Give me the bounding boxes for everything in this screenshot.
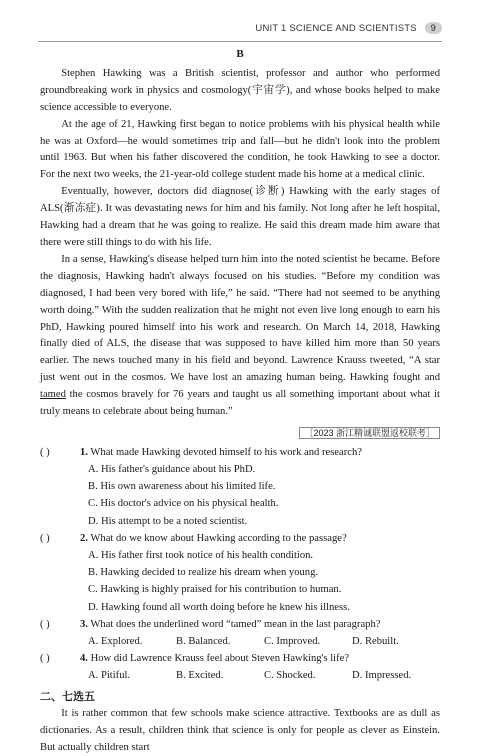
option-4b: B. Excited.	[176, 670, 224, 682]
question-text: What do we know about Hawking according to the passage?	[90, 532, 347, 544]
paragraph-4-text-a: In a sense, Hawking's disease helped turn him into the noted scientist he became. Before the diagnosis, Hawking hadn't always focused on his studies. “Before my condition was diagnosed, I had been very bored with life,” he said. “There had not seemed to be anything worth doing.” With the sudden realization that he might not even live long enough to earn his PhD, Hawking poured himself into his work and research. On March 14, 2018, Hawking finally died of ALS, the disease that was supposed to have killed him more than 50 years earlier. The news touched many in his field and beyond. Lawrence Krauss tweeted, “A star just went out in the cosmos. We have lost an amazing human being. Hawking fought and	[40, 253, 440, 384]
option-1b: B. His own awareness about his limited life.	[88, 481, 276, 493]
page-content	[40, 46, 440, 756]
question-number: 1.	[80, 446, 88, 458]
question-2	[40, 530, 440, 547]
page-header	[38, 18, 442, 38]
answer-blank[interactable]: ( )	[40, 532, 50, 544]
answer-blank[interactable]: ( )	[40, 653, 50, 665]
header-rule	[38, 41, 442, 42]
option-4d: D. Impressed.	[352, 670, 412, 682]
option-4c: C. Shocked.	[264, 670, 316, 682]
option-2a: A. His father first took notice of his health condition.	[88, 550, 314, 562]
question-number: 4.	[80, 653, 88, 665]
paragraph-4	[40, 252, 440, 421]
page-number: 9	[425, 22, 442, 34]
source-note: ［2023 浙江精诚联盟返校联考］	[40, 425, 440, 442]
question-4	[40, 650, 440, 667]
option-3d: D. Rebuilt.	[352, 636, 399, 648]
underlined-word-tamed: tamed	[40, 389, 66, 401]
option-2d: D. Hawking found all worth doing before he knew his illness.	[88, 601, 350, 613]
question-text: How did Lawrence Krauss feel about Steven Hawking's life?	[90, 653, 350, 665]
option-3a: A. Explored.	[88, 636, 143, 648]
question-3	[40, 616, 440, 633]
part-paragraph: It is rather common that few schools make science attractive. Textbooks are as dull as dictionaries. As a result, children think that science is only for people as clever as Einstein. But actually children start	[40, 707, 440, 753]
option-1c: C. His doctor's advice on his physical health.	[88, 498, 279, 510]
paragraph-2: At the age of 21, Hawking first began to notice problems with his physical health while he was at Oxford—he would sometimes trip and fall—but he didn't look into the problem until 1963. But when his father discovered the condition, he took Hawking to see a doctor. For the next two weeks, the 21-year-old college student made his home at a medical clinic.	[40, 118, 440, 181]
paragraph-1: Stephen Hawking was a British scientist, professor and author who performed groundbreaking work in physics and cosmology(宇宙学), and whose books helped to make science accessible to everyone.	[40, 67, 440, 113]
option-2b: B. Hawking decided to realize his dream when young.	[88, 567, 319, 579]
option-3c: C. Improved.	[264, 636, 321, 648]
option-3b: B. Balanced.	[176, 636, 231, 648]
question-text: What made Hawking devoted himself to his work and research?	[90, 446, 362, 458]
paragraph-4-text-b: the cosmos bravely for 76 years and taught us all something important about what it truly means to celebrate about being human.”	[40, 389, 440, 418]
options-row-4	[40, 667, 440, 684]
question-1	[40, 444, 440, 461]
answer-blank[interactable]: ( )	[40, 446, 50, 458]
unit-title: UNIT 1 SCIENCE AND SCIENTISTS	[255, 22, 417, 34]
paragraph-3: Eventually, however, doctors did diagnose(诊断) Hawking with the early stages of ALS(渐冻症). It was devastating news for him and his family. Not long after he left hospital, Hawking had a dream that he was going to realize. He said this dream made him aware that there were still things to do with his life.	[40, 186, 440, 248]
answer-blank[interactable]: ( )	[40, 618, 50, 630]
option-4a: A. Pitiful.	[88, 670, 131, 682]
option-1a: A. His father's guidance about his PhD.	[88, 464, 256, 476]
options-row-3	[40, 633, 440, 650]
section-letter: B	[236, 48, 244, 60]
option-2c: C. Hawking is highly praised for his contribution to human.	[88, 584, 342, 596]
question-number: 2.	[80, 532, 88, 544]
part-title: 二、七选五	[40, 690, 95, 703]
option-1d: D. His attempt to be a noted scientist.	[88, 515, 248, 527]
question-text: What does the underlined word “tamed” mean in the last paragraph?	[90, 618, 381, 630]
question-number: 3.	[80, 618, 88, 630]
